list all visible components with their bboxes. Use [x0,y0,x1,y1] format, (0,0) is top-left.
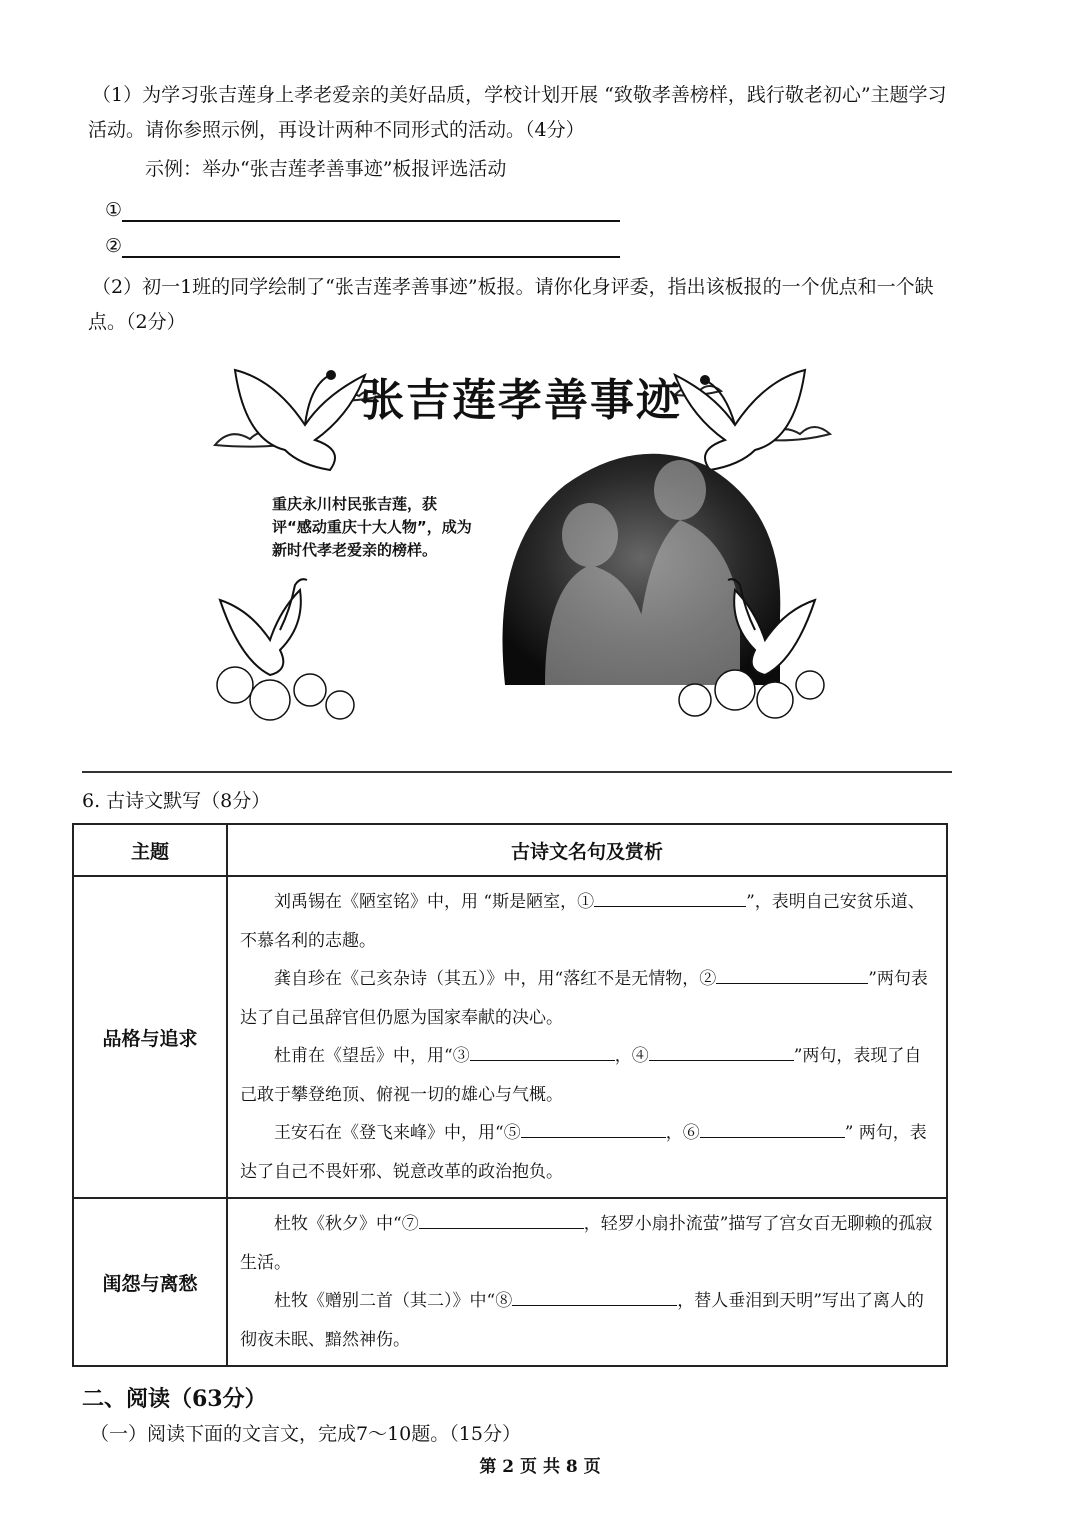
theme-character: 品格与追求 [73,876,227,1198]
crane-icon [235,370,365,470]
poster-title: 张吉莲孝善事迹 [360,375,682,426]
q5-part2-line2: 点。（2分） [88,311,186,333]
table-header-content: 古诗文名句及赏析 [227,824,947,876]
crane-icon [675,370,805,470]
poster-caption: 重庆永川村民张吉莲，获评“感动重庆十大人物”，成为新时代孝老爱亲的榜样。 [272,495,472,559]
q5-part1-line2: 活动。请你参照示例，再设计两种不同形式的活动。（4分） [88,119,585,141]
table-cell-character [227,876,947,1198]
q6-heading: 6. 古诗文默写（8分） [82,790,271,812]
item-1-suffix: ”，表明自己安贫乐道、不慕名利的志趣。 [240,892,925,951]
item-6-suffix: ，替人垂泪到天明”写出了离人的彻夜未眠、黯然神伤。 [240,1291,924,1350]
blank-8[interactable] [512,1287,677,1306]
blank-7[interactable] [419,1210,584,1229]
item-1-prefix: 刘禹锡在《陋室铭》中，用 “斯是陋室，① [274,892,595,912]
q5-example: 示例：举办“张吉莲孝善事迹”板报评选活动 [145,158,507,180]
q5-part2-line1: （2）初一1班的同学绘制了“张吉莲孝善事迹”板报。请你化身评委，指出该板报的一个优点和一个缺 [92,276,934,298]
section-reading-subheading: （一）阅读下面的文言文，完成7～10题。（15分） [90,1423,521,1445]
blank-5[interactable] [521,1119,666,1138]
answer-line-1-blank[interactable] [122,200,620,222]
item-4-prefix: 王安石在《登飞来峰》中，用“⑤ [274,1123,521,1143]
answer-line-2-blank[interactable] [122,236,620,258]
section-reading-heading: 二、阅读（63分） [82,1386,267,1412]
table-cell-longing [227,1198,947,1366]
q5-part1-line1: （1）为学习张吉莲身上孝老爱亲的美好品质，学校计划开展 “致敬孝善榜样，践行敬老初心”主题学习 [92,84,947,106]
blank-2[interactable] [716,965,868,984]
item-4-mid: ，⑥ [665,1123,700,1143]
blank-6[interactable] [700,1119,845,1138]
item-3-suffix: ”两句，表现了自己敢于攀登绝顶、俯视一切的雄心与气概。 [240,1046,922,1105]
item-4-suffix: ” 两句，表达了自己不畏奸邪、锐意改革的政治抱负。 [240,1123,927,1182]
item-5-prefix: 杜牧《秋夕》中“⑦ [274,1214,419,1234]
item-5-suffix: ，轻罗小扇扑流萤”描写了宫女百无聊赖的孤寂生活。 [240,1214,933,1273]
item-2-prefix: 龚自珍在《己亥杂诗（其五）》中，用“落红不是无情物，② [274,969,717,989]
answer-line-2-label: ② [105,235,123,257]
blank-1[interactable] [594,888,746,907]
blank-4[interactable] [649,1042,794,1061]
answer-line-2[interactable] [105,229,620,263]
item-3-prefix: 杜甫在《望岳》中，用“③ [274,1046,470,1066]
poetry-dictation-table [72,823,948,1367]
section-divider [82,771,952,773]
answer-line-1[interactable] [105,193,620,227]
theme-longing: 闺怨与离愁 [73,1198,227,1366]
page-number: 第 2 页 共 8 页 [479,1457,601,1477]
blank-3[interactable] [470,1042,615,1061]
item-2-suffix: ”两句表达了自己虽辞官但仍愿为国家奉献的决心。 [240,969,928,1028]
table-header-theme: 主题 [73,824,227,876]
item-6-prefix: 杜牧《赠别二首（其二）》中“⑧ [274,1291,513,1311]
answer-line-1-label: ① [105,199,123,221]
item-3-mid: ，④ [614,1046,649,1066]
